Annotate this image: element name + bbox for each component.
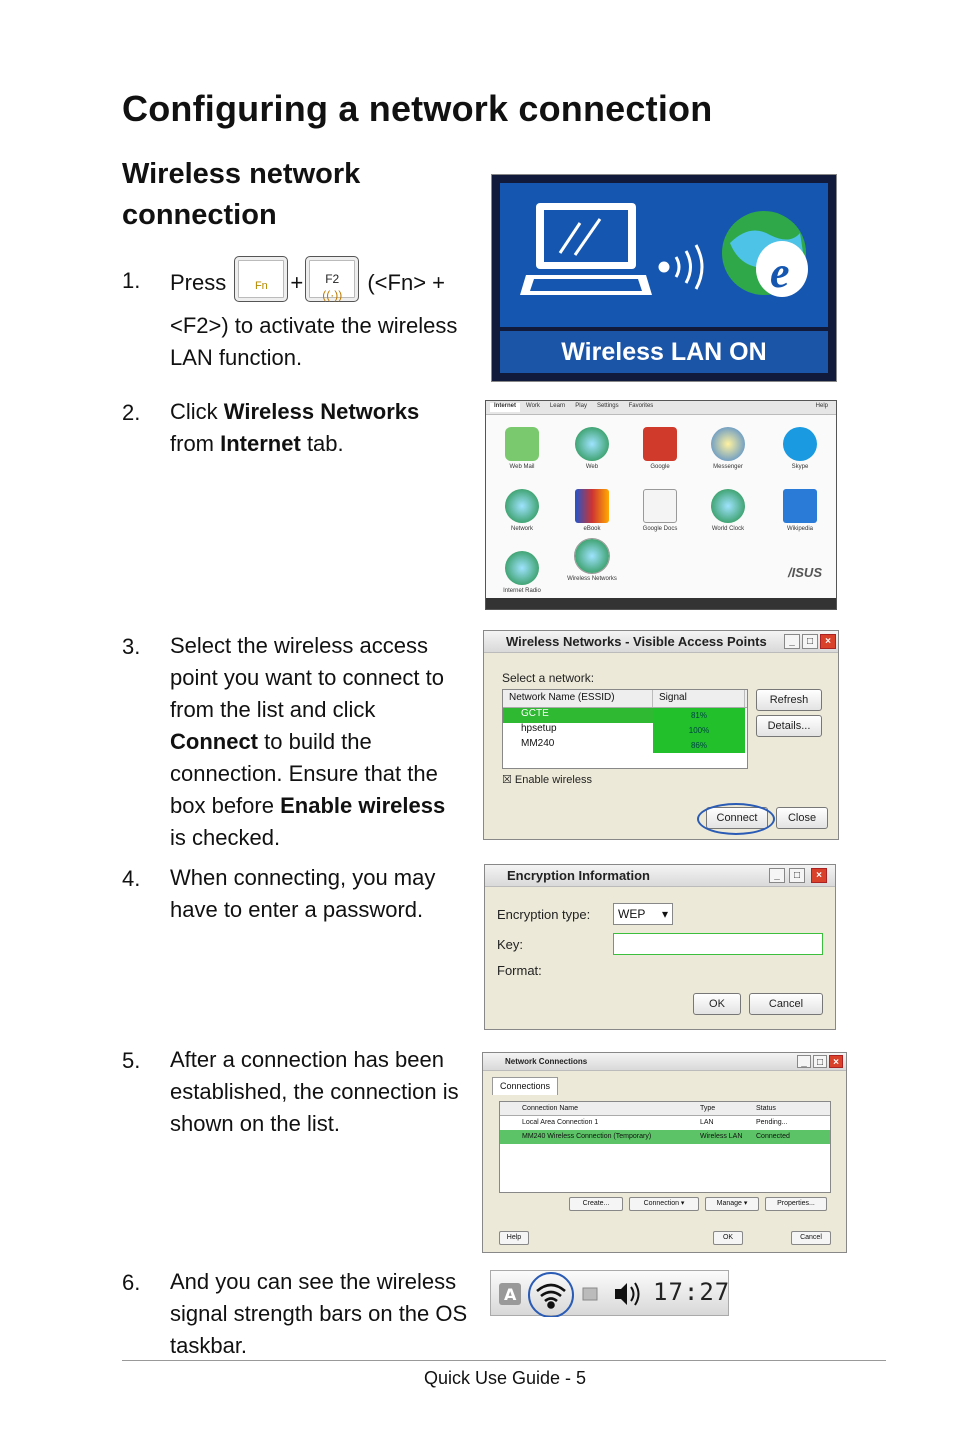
minimize-icon[interactable]: _ — [797, 1055, 811, 1068]
keyboard-layout-icon — [499, 1283, 521, 1305]
section-title: Wireless network connection — [122, 158, 361, 231]
step-3-connect: Connect — [170, 729, 258, 754]
asus-logo: /ISUS — [788, 565, 822, 580]
connect-highlight-circle — [697, 803, 775, 835]
minimize-icon[interactable]: _ — [769, 868, 785, 883]
app-google[interactable]: Google — [632, 427, 688, 470]
taskbar-clock[interactable]: 17:27 — [653, 1278, 731, 1306]
footer-divider — [122, 1360, 886, 1361]
step-3-number: 3. — [122, 634, 141, 659]
ok-button[interactable]: OK — [713, 1231, 743, 1245]
encryption-dialog-titlebar — [485, 865, 835, 887]
step-5-number: 5. — [122, 1048, 141, 1073]
google-house-icon — [643, 427, 677, 461]
step-2-click: Click — [170, 399, 218, 424]
close-icon[interactable]: × — [811, 868, 827, 883]
battery-icon — [583, 1288, 597, 1300]
network-row[interactable]: GCTE 81% — [503, 708, 747, 723]
col-type[interactable]: Type — [700, 1105, 716, 1112]
minimize-icon[interactable]: _ — [784, 634, 800, 649]
connection-row[interactable]: Local Area Connection 1 LAN Pending... — [522, 1119, 788, 1126]
signal-waves-icon — [660, 245, 702, 289]
properties-button[interactable]: Properties... — [765, 1197, 827, 1211]
globe-icon — [575, 427, 609, 461]
ebook-icon — [575, 489, 609, 523]
step-3-line2: to build the connection. Ensure that the box before — [170, 729, 438, 818]
step-5-text: After a connection has been established, the connection is shown on the list. — [170, 1047, 459, 1136]
encryption-type-select[interactable]: WEP ▾ — [613, 903, 673, 925]
web-mail-icon — [505, 427, 539, 461]
wikipedia-icon — [783, 489, 817, 523]
app-skype[interactable]: Skype — [772, 427, 828, 470]
internet-radio-icon — [505, 551, 539, 585]
col-signal[interactable]: Signal — [653, 690, 745, 707]
key-input[interactable] — [613, 933, 823, 955]
tab-help[interactable]: Help — [815, 403, 828, 409]
format-label: Format: — [497, 963, 542, 978]
volume-icon — [615, 1283, 639, 1305]
help-button[interactable]: Help — [499, 1231, 529, 1245]
launcher-tabs — [486, 401, 836, 415]
connections-list — [499, 1101, 831, 1193]
step-3-text — [170, 630, 466, 854]
step-2-text — [170, 396, 460, 460]
f2-key-label: F2 — [325, 272, 340, 286]
google-docs-icon — [643, 489, 677, 523]
step-3-line3: is checked. — [170, 825, 281, 850]
tab-learn[interactable]: Learn — [549, 403, 566, 409]
plus-sign: + — [290, 269, 304, 295]
wlan-on-label: Wireless LAN ON — [500, 331, 828, 373]
maximize-icon[interactable]: □ — [813, 1055, 827, 1068]
tab-settings[interactable]: Settings — [596, 403, 619, 409]
encryption-type-label: Encryption type: — [497, 907, 591, 922]
page-title: Configuring a network connection — [122, 88, 713, 129]
step-1-rest: <F2>) to activate the wireless LAN function. — [170, 313, 458, 370]
encryption-dialog — [484, 864, 836, 1030]
manage-menu-button[interactable]: Manage ▾ — [705, 1197, 759, 1211]
connection-menu-button[interactable]: Connection ▾ — [629, 1197, 699, 1211]
step-1-number: 1. — [122, 268, 141, 293]
tab-play[interactable]: Play — [575, 403, 587, 409]
close-button[interactable]: Close — [776, 807, 828, 829]
network-list-header — [503, 690, 747, 708]
step-3-line1: Select the wireless access point you want to connect to from the list and click — [170, 633, 444, 722]
enable-wireless-checkbox[interactable]: ☒ Enable wireless — [502, 774, 592, 786]
app-web[interactable]: Web — [564, 427, 620, 470]
wireless-dialog-titlebar — [484, 631, 838, 653]
step-2-internet: Internet — [220, 431, 301, 456]
tab-connections[interactable]: Connections — [492, 1077, 558, 1095]
messenger-icon — [711, 427, 745, 461]
step-1-keys-text: (<Fn> + — [367, 269, 446, 295]
cancel-button[interactable]: Cancel — [791, 1231, 831, 1245]
tab-work[interactable]: Work — [526, 403, 540, 409]
create-button[interactable]: Create... — [569, 1197, 623, 1211]
step-2-from: from — [170, 431, 214, 456]
chevron-down-icon: ▾ — [661, 907, 668, 921]
step-6-number: 6. — [122, 1270, 141, 1295]
cancel-button[interactable]: Cancel — [749, 993, 823, 1015]
enable-wireless-label: Enable wireless — [514, 774, 592, 786]
connect-button[interactable]: Connect — [706, 807, 768, 829]
connection-row[interactable]: MM240 Wireless Connection (Temporary) Wireless LAN Connected — [500, 1130, 830, 1144]
app-wireless-networks[interactable]: Wireless Networks — [564, 539, 620, 582]
app-web-mail[interactable]: Web Mail — [494, 427, 550, 470]
step-1-text — [170, 266, 480, 302]
network-row[interactable]: hpsetup 100% — [503, 723, 747, 738]
page-footer: Quick Use Guide - 5 — [423, 1368, 587, 1388]
app-world-clock[interactable]: World Clock — [700, 489, 756, 532]
skype-icon — [783, 427, 817, 461]
network-row[interactable]: MM240 86% — [503, 738, 747, 753]
step-2-number: 2. — [122, 400, 141, 425]
connections-dialog-title: Network Connections — [505, 1057, 588, 1066]
refresh-button[interactable]: Refresh — [756, 689, 822, 711]
wlan-banner-illustration — [500, 183, 828, 327]
fn-key-label: Fn — [254, 280, 268, 292]
key-label: Key: — [497, 937, 524, 952]
world-clock-icon — [711, 489, 745, 523]
wifi-highlight-circle — [529, 1273, 573, 1317]
step-2-wireless-networks: Wireless Networks — [223, 399, 420, 424]
wifi-signal-icon — [537, 1285, 565, 1308]
network-list — [502, 689, 748, 769]
maximize-icon[interactable]: □ — [789, 868, 805, 883]
os-taskbar — [490, 1270, 729, 1316]
app-wikipedia[interactable]: Wikipedia — [772, 489, 828, 532]
encryption-dialog-title: Encryption Information — [507, 868, 650, 883]
wireless-networks-dialog — [483, 630, 839, 840]
network-globe-icon — [505, 489, 539, 523]
step-6-text: And you can see the wireless signal strength bars on the OS taskbar. — [170, 1269, 468, 1358]
app-internet-radio[interactable]: Internet Radio — [494, 551, 550, 594]
step-3-enable-wireless: Enable wireless — [280, 793, 446, 818]
wireless-key-icon: ((·)) — [322, 288, 343, 302]
close-icon[interactable]: × — [829, 1055, 843, 1068]
desktop-launcher — [485, 400, 837, 610]
tab-favorites[interactable]: Favorites — [628, 403, 654, 409]
svg-text:e: e — [770, 248, 790, 297]
step-4-text: When connecting, you may have to enter a password. — [170, 865, 436, 922]
app-messenger[interactable]: Messenger — [700, 427, 756, 470]
app-ebook[interactable]: eBook — [564, 489, 620, 532]
globe-e-icon — [722, 211, 808, 297]
step-2-tab: tab. — [306, 431, 344, 456]
connections-header — [500, 1102, 830, 1116]
app-network[interactable]: Network — [494, 489, 550, 532]
col-connection-name[interactable]: Connection Name — [522, 1105, 579, 1112]
details-button[interactable]: Details... — [756, 715, 822, 737]
col-network-name[interactable]: Network Name (ESSID) — [503, 690, 653, 707]
fn-key — [234, 256, 288, 302]
tab-internet[interactable]: Internet — [490, 403, 520, 412]
maximize-icon[interactable]: □ — [802, 634, 818, 649]
desktop-taskbar — [486, 598, 836, 609]
connections-dialog-titlebar — [483, 1053, 846, 1071]
app-google-docs[interactable]: Google Docs — [632, 489, 688, 532]
f2-key — [305, 256, 359, 302]
ok-button[interactable]: OK — [693, 993, 741, 1015]
network-connections-dialog — [482, 1052, 847, 1253]
wireless-dialog-title: Wireless Networks - Visible Access Points — [506, 634, 767, 649]
col-status[interactable]: Status — [756, 1105, 776, 1112]
wireless-networks-icon — [575, 539, 609, 573]
wireless-lan-on-banner — [491, 174, 837, 382]
close-icon[interactable]: × — [820, 634, 836, 649]
select-network-label: Select a network: — [502, 671, 595, 685]
step-1-press: Press — [170, 269, 227, 295]
laptop-icon — [520, 203, 652, 295]
svg-text:A: A — [504, 1285, 517, 1304]
step-4-number: 4. — [122, 866, 141, 891]
